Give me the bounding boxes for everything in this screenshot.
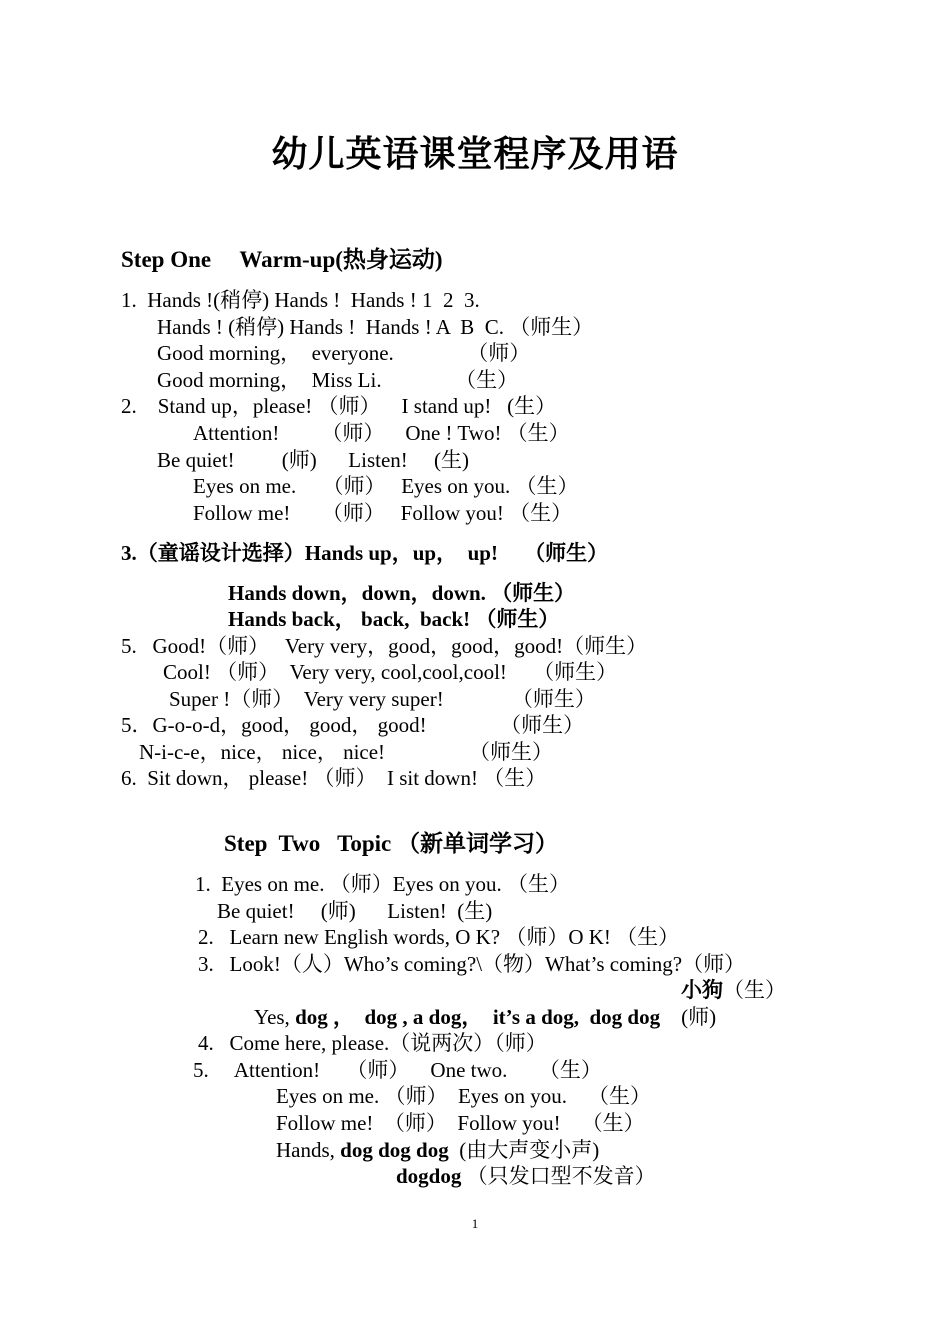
- step-two-line: [254, 1004, 716, 1030]
- step-two-line: [276, 1137, 599, 1163]
- step-one-line: Good morning， everyone. （师）: [157, 341, 531, 365]
- step-two-line: 4. Come here, please.（说两次）（师）: [198, 1031, 547, 1055]
- step-one-line: 2. Stand up，please! （师） I stand up! (生）: [121, 394, 557, 418]
- step-one-line: Good morning， Miss Li. （生）: [157, 368, 519, 392]
- step-one-line: 5．G-o-o-d，good， good， good! （师生）: [121, 713, 585, 737]
- step-one-line: 3.（童谣设计选择）Hands up，up， up! （师生）: [121, 541, 609, 565]
- step-one-line: Hands ! (稍停) Hands ! Hands ! A B C. （师生）: [157, 315, 594, 339]
- volume-note: (由大声变小声): [448, 1138, 600, 1162]
- yes-prefix: Yes,: [254, 1005, 296, 1029]
- spacer: [660, 1005, 681, 1029]
- page-number: 1: [471, 1216, 479, 1231]
- step-two-line: 5. Attention! （师） One two. （生）: [193, 1058, 602, 1082]
- step-one-line: Eyes on me. （师） Eyes on you. （生）: [193, 474, 579, 498]
- step-one-line: Cool! （师） Very very, cool,cool,cool! （师生）: [163, 660, 618, 684]
- step-one-line: Hands back， back, back! （师生）: [228, 607, 560, 631]
- page-title: 幼儿英语课堂程序及用语: [271, 134, 679, 174]
- bold-xiaogou: 小狗: [681, 978, 723, 1002]
- step-two-line: 3. Look!（人）Who’s coming?\（物）What’s coming?（师）: [198, 952, 746, 976]
- step-two-line: 1. Eyes on me. （师）Eyes on you. （生）: [195, 872, 571, 896]
- teacher-mark: (师): [681, 1005, 717, 1029]
- step-two-line: [681, 977, 786, 1003]
- step-one-line: 6. Sit down， please! （师） I sit down! （生）: [121, 766, 547, 790]
- bold-hands-dog: dog dog dog: [340, 1138, 449, 1162]
- step-one-line: Be quiet! (师) Listen! (生): [157, 448, 470, 472]
- step-one-heading: Step One Warm-up(热身运动): [121, 247, 443, 272]
- step-one-line: 1. Hands !(稍停) Hands ! Hands ! 1 2 3.: [121, 288, 480, 312]
- mouth-note: （只发口型不发音）: [461, 1164, 656, 1188]
- step-two-line: Follow me! （师） Follow you! （生）: [276, 1111, 645, 1135]
- step-one-line: Follow me! （师） Follow you! （生）: [193, 501, 573, 525]
- step-two-heading: Step Two Topic （新单词学习）: [224, 831, 558, 856]
- step-one-line: 5. Good!（师） Very very，good，good，good!（师生）: [121, 634, 648, 658]
- bold-dogdog: dogdog: [396, 1164, 462, 1188]
- step-two-line: Be quiet! (师) Listen! (生): [217, 899, 493, 923]
- step-one-line: Attention! （师） One ! Two! （生）: [193, 421, 570, 445]
- step-two-line: [396, 1163, 656, 1189]
- step-two-line: 2. Learn new English words, O K? （师）O K! （生）: [198, 925, 680, 949]
- student-mark: （生）: [723, 978, 786, 1002]
- step-one-line: Hands down，down，down. （师生）: [228, 581, 576, 605]
- hands-prefix: Hands,: [276, 1138, 341, 1162]
- step-one-line: Super !（师） Very very super! （师生）: [169, 687, 596, 711]
- step-two-line: Eyes on me. （师） Eyes on you. （生）: [276, 1084, 652, 1108]
- step-one-line: N-i-c-e，nice， nice， nice! （师生）: [139, 740, 554, 764]
- bold-dog-line: dog ， dog , a dog， it’s a dog, dog dog: [295, 1005, 661, 1029]
